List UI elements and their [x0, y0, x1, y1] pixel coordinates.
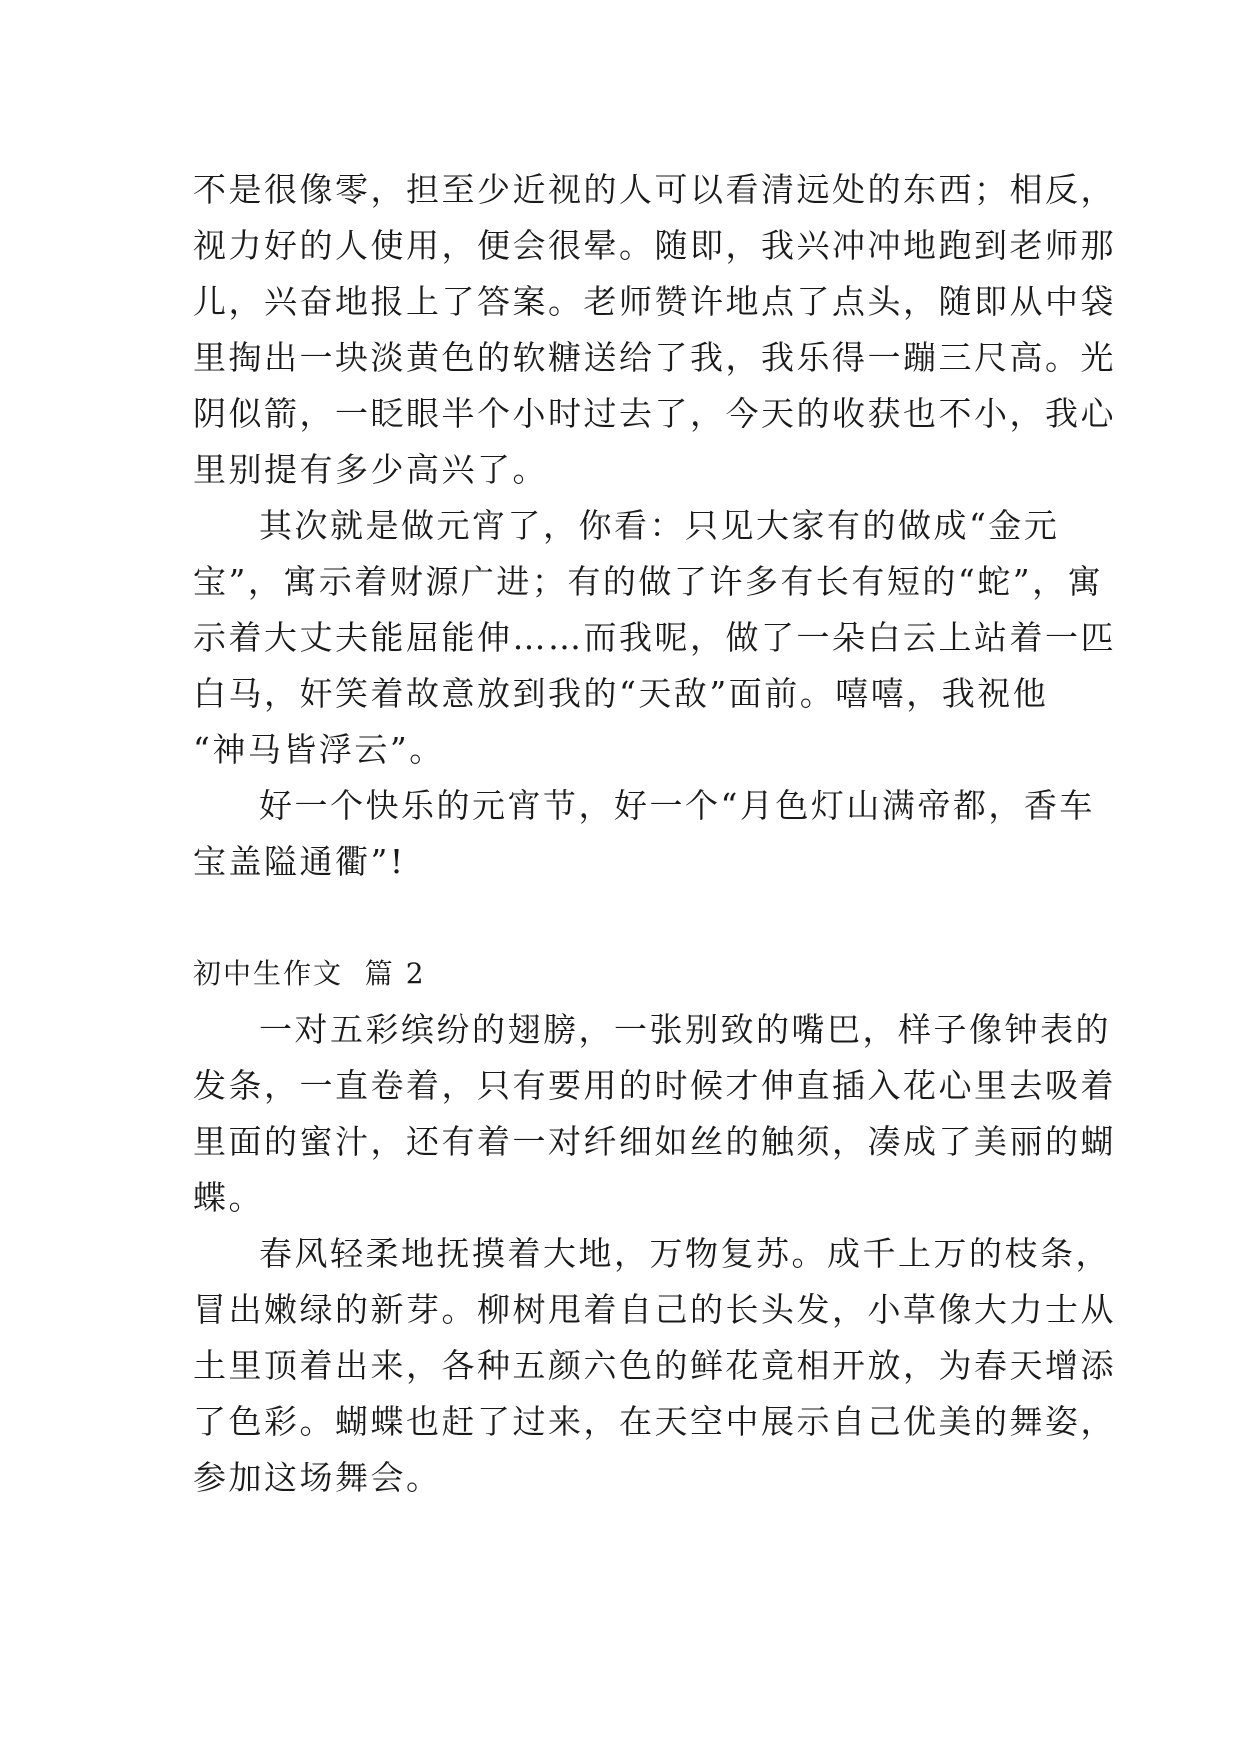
text-line: 冒出嫩绿的新芽。柳树甩着自己的长头发，小草像大力士从 — [193, 1290, 1116, 1329]
paragraph — [193, 1002, 1116, 1226]
text-line: 阴似箭，一眨眼半个小时过去了，今天的收获也不小，我心 — [193, 394, 1116, 433]
text-line: 参加这场舞会。 — [193, 1458, 442, 1497]
text-line: 不是很像零，担至少近视的人可以看清远处的东西；相反， — [193, 170, 1116, 209]
text-line: 好一个快乐的元宵节，好一个“月色灯山满帝都，香车 — [259, 786, 1095, 825]
text-line: 白马，奸笑着故意放到我的“天敌”面前。嘻嘻，我祝他 — [193, 674, 1049, 713]
text-line: 春风轻柔地抚摸着大地，万物复苏。成千上万的枝条， — [259, 1234, 1111, 1273]
text-line: 宝”，寓示着财源广进；有的做了许多有长有短的“蛇”，寓 — [193, 562, 1104, 601]
text-line: 一对五彩缤纷的翅膀，一张别致的嘴巴，样子像钟表的 — [259, 1010, 1111, 1049]
paragraph — [193, 1226, 1116, 1506]
text-line: 儿，兴奋地报上了答案。老师赞许地点了点头，随即从中袋 — [193, 282, 1116, 321]
text-line: 发条，一直卷着，只有要用的时候才伸直插入花心里去吸着 — [193, 1066, 1116, 1105]
text-line: 了色彩。蝴蝶也赶了过来，在天空中展示自己优美的舞姿， — [193, 1402, 1116, 1441]
paragraph — [193, 778, 1095, 890]
text-line: 土里顶着出来，各种五颜六色的鲜花竟相开放，为春天增添 — [193, 1346, 1116, 1385]
text-line: 里别提有多少高兴了。 — [193, 450, 548, 489]
text-line: 里面的蜜汁，还有着一对纤细如丝的触须，凑成了美丽的蝴 — [193, 1122, 1116, 1161]
paragraph — [193, 498, 1116, 778]
text-line: 视力好的人使用，便会很晕。随即，我兴冲冲地跑到老师那 — [193, 226, 1116, 265]
document-page — [193, 162, 1116, 1506]
text-line: 宝盖隘通衢”! — [193, 842, 406, 881]
paragraph — [193, 162, 1116, 498]
text-line: 示着大丈夫能屈能伸……而我呢，做了一朵白云上站着一匹 — [193, 618, 1116, 657]
section-gap — [193, 890, 1053, 946]
section-heading: 初中生作文 篇 2 — [193, 957, 426, 990]
text-line: “神马皆浮云”。 — [193, 730, 445, 769]
text-line: 里掏出一块淡黄色的软糖送给了我，我乐得一蹦三尺高。光 — [193, 338, 1116, 377]
text-line: 其次就是做元宵了，你看：只见大家有的做成“金元 — [259, 506, 1060, 545]
text-line: 蝶。 — [193, 1178, 264, 1217]
